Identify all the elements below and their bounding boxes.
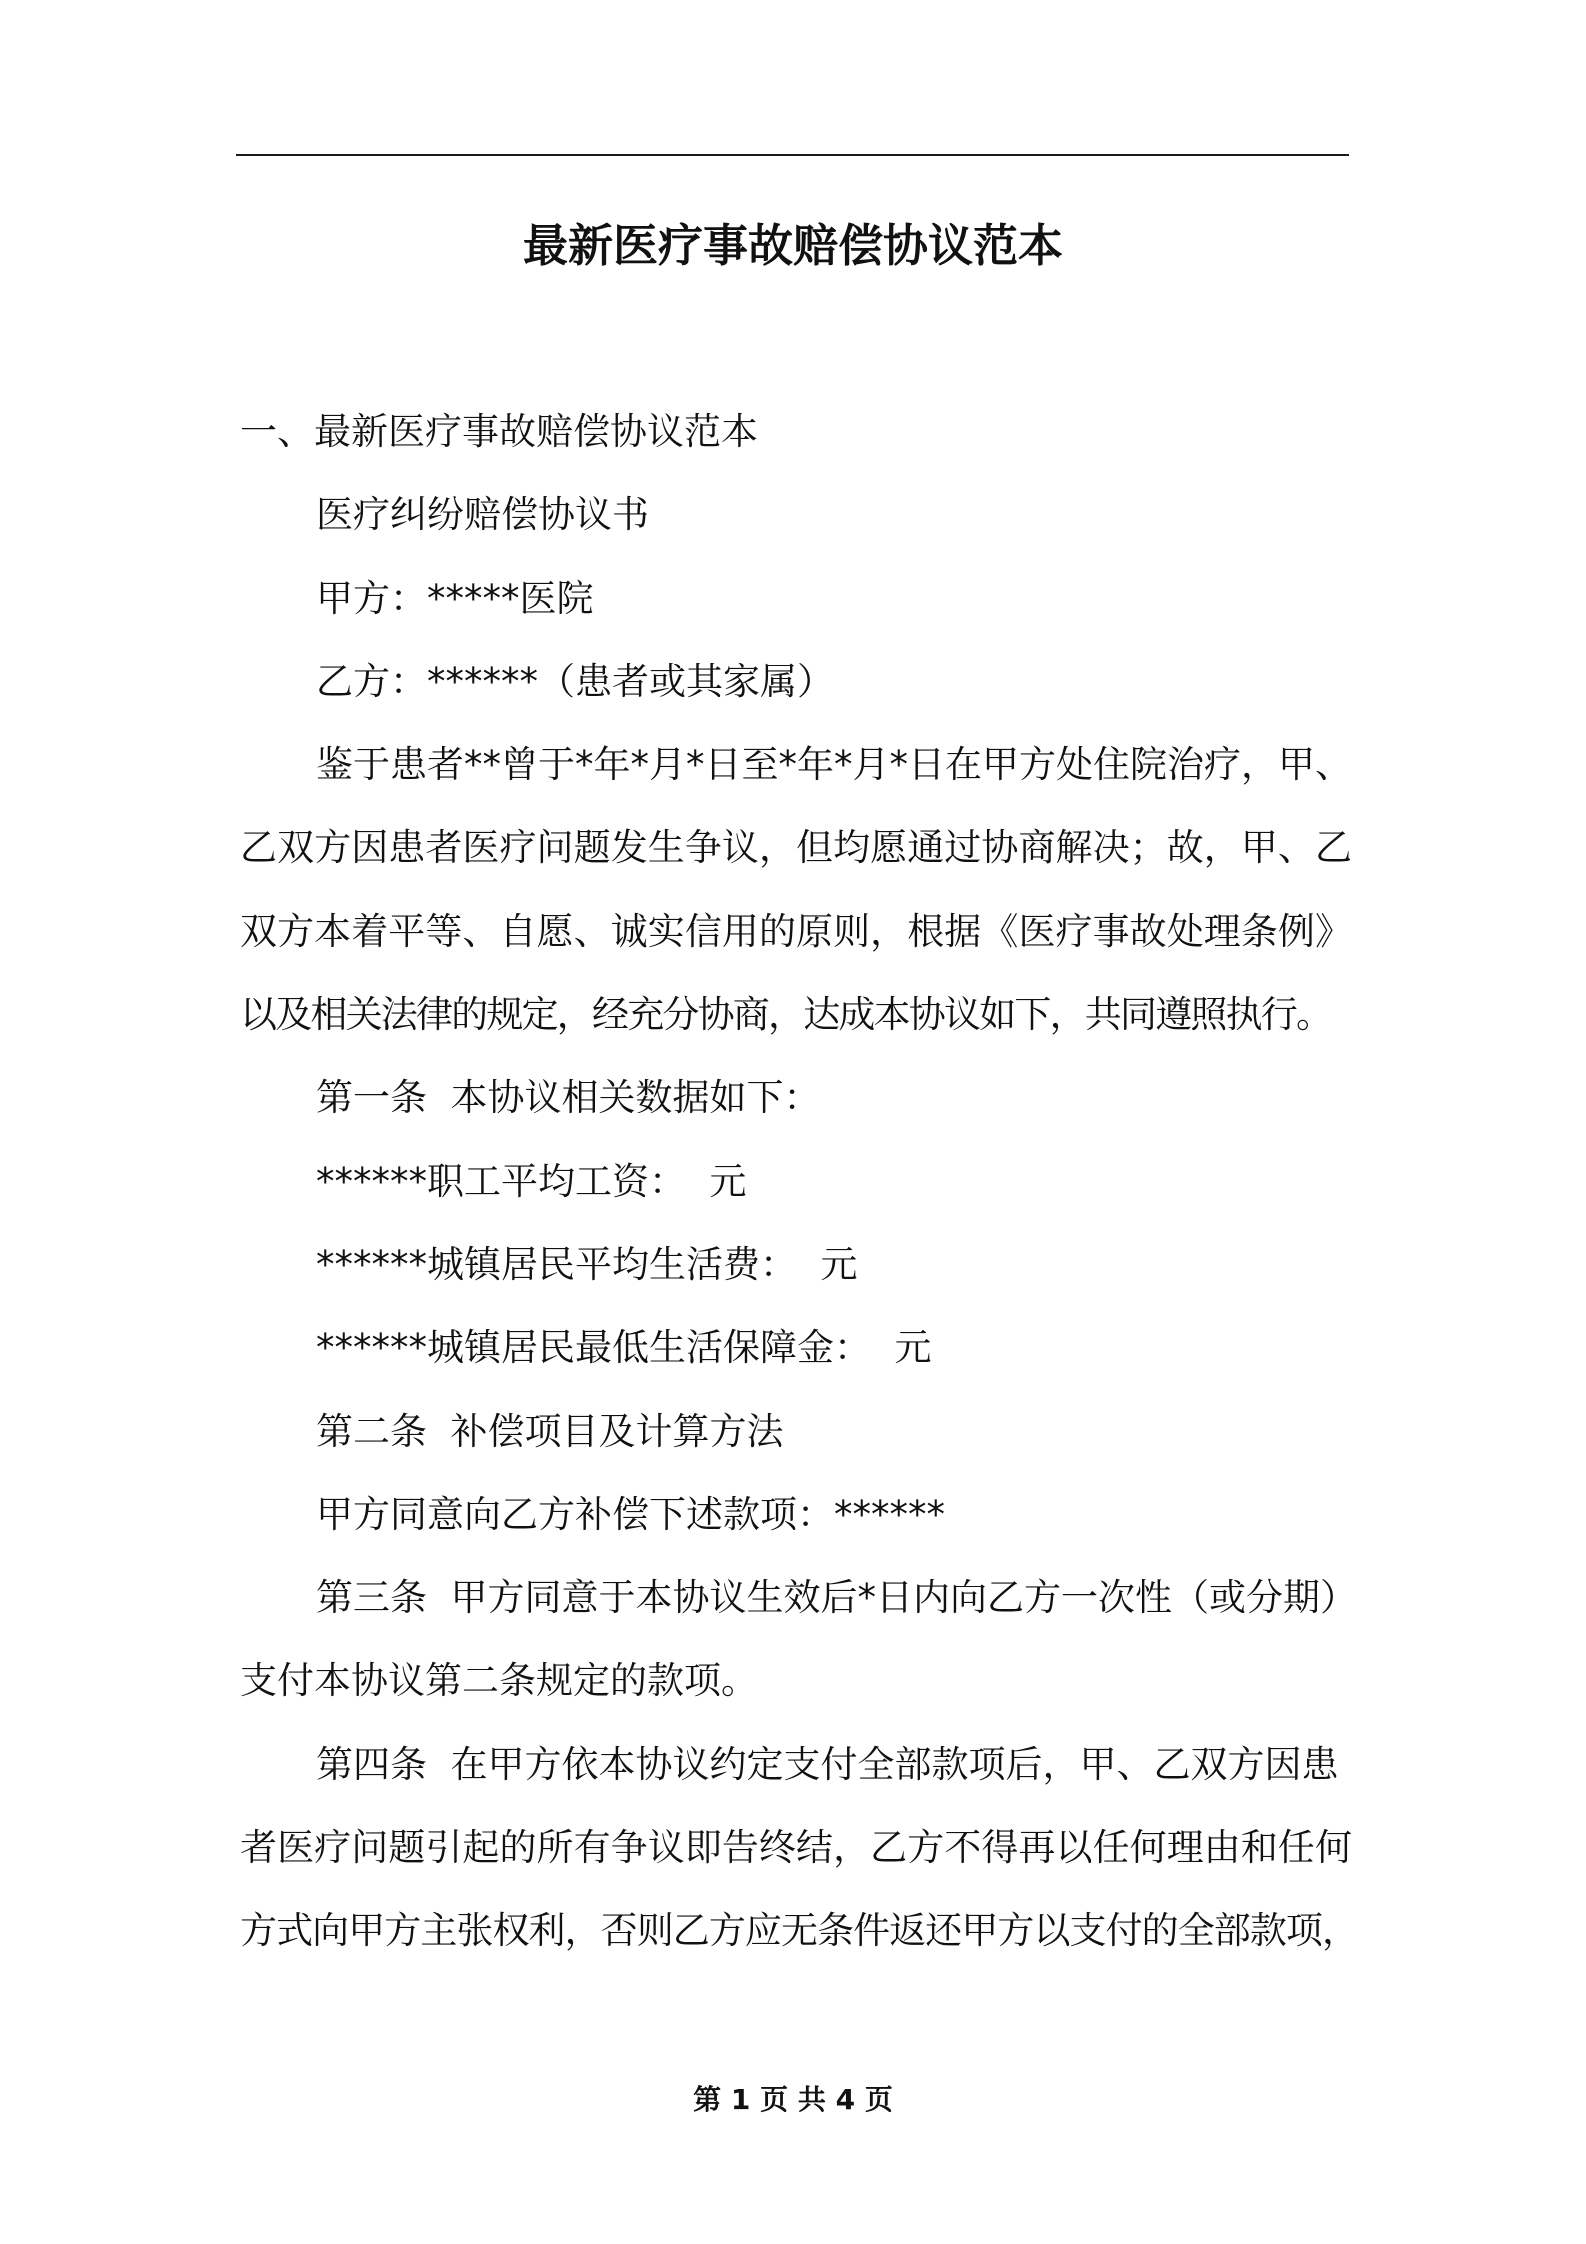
document-body <box>240 390 1358 1973</box>
agreement-name: 医疗纠纷赔偿协议书 <box>316 493 649 537</box>
party-a: 甲方：*****医院 <box>316 576 594 620</box>
preamble-line: 以及相关法律的规定，经充分协商，达成本协议如下，共同遵照执行。 <box>240 993 1332 1037</box>
article-4-line: 第四条 在甲方依本协议约定支付全部款项后，甲、乙双方因患 <box>316 1742 1339 1786</box>
article-3-line: 第三条 甲方同意于本协议生效后*日内向乙方一次性（或分期） <box>316 1576 1358 1620</box>
party-b: 乙方：******（患者或其家属） <box>316 659 834 703</box>
article-4-line: 方式向甲方主张权利，否则乙方应无条件返还甲方以支付的全部款项， <box>240 1909 1358 1953</box>
article-4-line: 者医疗问题引起的所有争议即告终结，乙方不得再以任何理由和任何 <box>240 1826 1352 1870</box>
data-item-average-wage: ******职工平均工资： 元 <box>316 1159 747 1203</box>
article-2-heading: 第二条 补偿项目及计算方法 <box>316 1409 784 1453</box>
preamble-line: 鉴于患者**曾于*年*月*日至*年*月*日在甲方处住院治疗，甲、 <box>316 743 1352 787</box>
document-title: 最新医疗事故赔偿协议范本 <box>522 219 1063 272</box>
article-3-line: 支付本协议第二条规定的款项。 <box>240 1659 758 1703</box>
preamble-line: 双方本着平等、自愿、诚实信用的原则，根据《医疗事故处理条例》 <box>240 909 1352 953</box>
page-number: 第 1 页 共 4 页 <box>693 2083 893 2116</box>
article-2-text: 甲方同意向乙方补偿下述款项：****** <box>316 1492 945 1536</box>
data-item-living-expense: ******城镇居民平均生活费： 元 <box>316 1242 858 1286</box>
preamble-line: 乙双方因患者医疗问题发生争议，但均愿通过协商解决；故，甲、乙 <box>240 826 1352 870</box>
article-1-heading: 第一条 本协议相关数据如下： <box>316 1076 821 1120</box>
data-item-minimum-living-guarantee: ******城镇居民最低生活保障金： 元 <box>316 1326 932 1370</box>
section-heading: 一、最新医疗事故赔偿协议范本 <box>240 410 758 453</box>
header-rule <box>236 154 1349 156</box>
